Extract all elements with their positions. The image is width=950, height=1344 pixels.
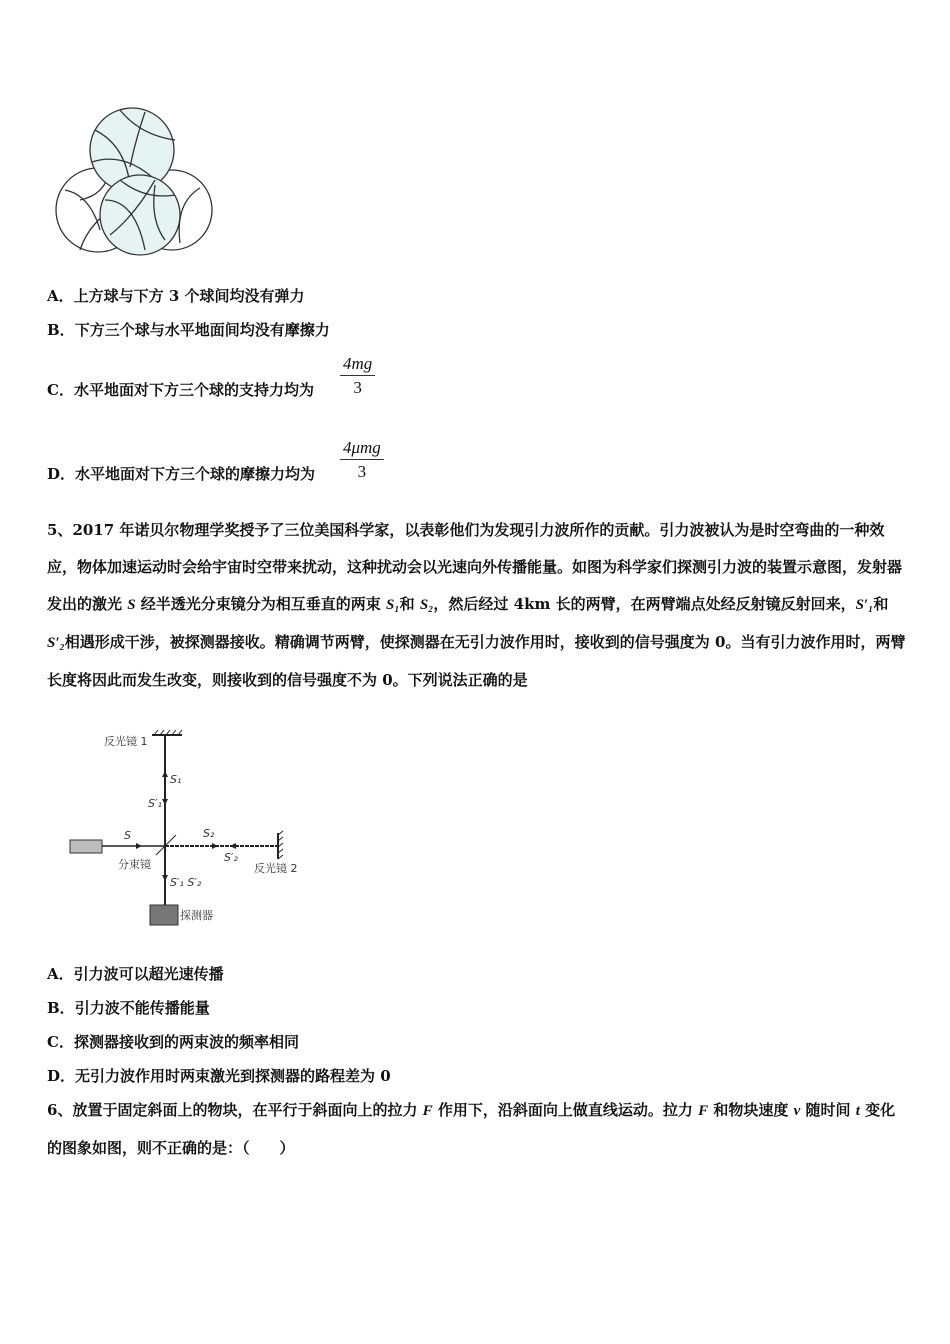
mirror-1-label: 反光镜 1 (104, 735, 148, 748)
q5-option-c: C．探测器接收到的两束波的频率相同 (47, 1033, 299, 1051)
s1-label: S₁ (170, 773, 182, 786)
q4-option-d: D．水平地面对下方三个球的摩擦力均为 (47, 465, 316, 483)
volleyballs-figure (50, 100, 220, 260)
q4-option-b: B．下方三个球与水平地面间均没有摩擦力 (47, 321, 330, 339)
q5-stem: 5、2017 年诺贝尔物理学奖授予了三位美国科学家，以表彰他们为发现引力波所作的贡献。引力波被认为是时空弯曲的一种效应，物体加速运动时会给宇宙时空带来扰动，这种扰动会以光速向外传播能量。如图为科学家们探测引力波的装置示意图，发射器发出的激光 S 经半透光分束镜分为相互垂直的两束 S₁和 S₂，然后经过 4km 长的两臂，在两臂端点处经反射镜反射回来，S′₁和 S′₂相遇形成干涉，被探测器接收。精确调节两臂，使探测器在无引力波作用时，接收到的信号强度为 0。当有引力波作用时，两臂长度将因此而发生改变，则接收到的信号强度不为 0。下列说法正确的是 (47, 521, 906, 689)
s2-label: S₂ (203, 827, 215, 840)
ball-front (100, 175, 180, 255)
q4-option-c: C．水平地面对下方三个球的支持力均为 (47, 381, 314, 399)
detector-label: 探测器 (180, 909, 213, 922)
s1p-label: S′₁ (148, 797, 162, 810)
laser-emitter (70, 840, 102, 853)
interferometer-diagram (60, 725, 320, 935)
q4-option-c-fraction: $\frac{4mg}{3}$ (340, 354, 375, 398)
q6-stem: 6、放置于固定斜面上的物块，在平行于斜面向上的拉力 F 作用下，沿斜面向上做直线运动。拉力 F 和物块速度 v 随时间 t 变化的图象如图，则不正确的是：（ ） (47, 1101, 896, 1157)
detector (150, 905, 178, 925)
s2p-label: S′₂ (224, 851, 238, 864)
q4-option-d-fraction: 4μmg 3 (340, 438, 384, 482)
splitter-label: 分束镜 (118, 858, 151, 871)
q5-option-b: B．引力波不能传播能量 (47, 999, 210, 1017)
s-label: S (124, 829, 131, 842)
mirror-2-label: 反光镜 2 (254, 862, 298, 875)
s1s2-label: S′₁ S′₂ (170, 876, 202, 889)
q5-option-d: D．无引力波作用时两束激光到探测器的路程差为 0 (47, 1067, 391, 1085)
q5-option-a: A．引力波可以超光速传播 (47, 965, 224, 983)
q4-option-a: A．上方球与下方 3 个球间均没有弹力 (47, 287, 305, 305)
